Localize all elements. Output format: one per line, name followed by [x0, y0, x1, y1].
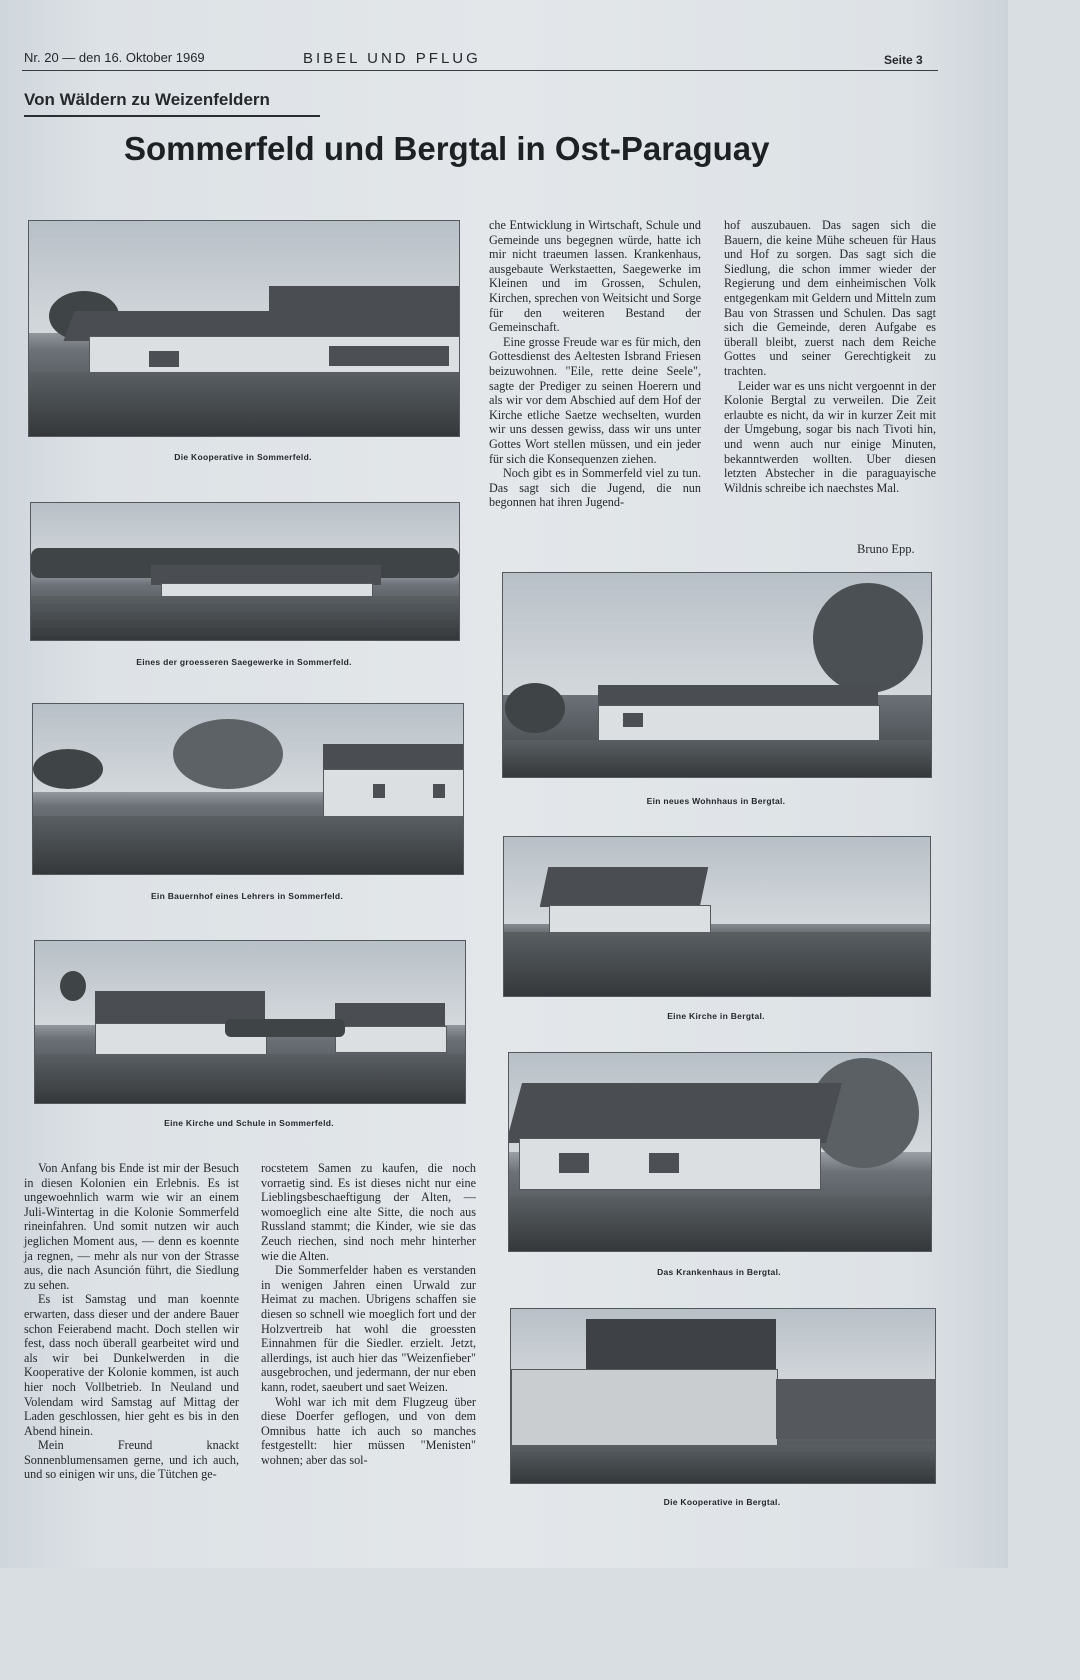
paragraph: Wohl war ich mit dem Flugzeug über diese Doerfer geflogen, und von dem Omnibus hatte ich auch so manches festgestellt: hier müssen "Menisten" wohnen; aber das sol-	[261, 1394, 476, 1467]
text-column-4	[724, 218, 936, 495]
text-column-1	[24, 1161, 239, 1482]
page-number: Seite 3	[884, 53, 923, 67]
paragraph: Die Sommerfelder haben es verstanden in wenigen Jahren einen Urwald zur Heimat zu machen. Ubrigens schaffen sie diesen so schnell wie moeglich fort und der Holzvertreib hat wohl die groessten Einnahmen für die Siedler. erzielt. Jetzt, allerdings, ist auch hier das "Weizenfieber" ausgebrochen, und jedermann, der nur eben kann, rodet, saeubert und saet Weizen.	[261, 1263, 476, 1394]
photo-krankenhaus-bergtal	[508, 1052, 932, 1252]
paragraph: Eine grosse Freude war es für mich, den Gottesdienst des Aeltesten Isbrand Friesen beizuwohnen. "Eile, rette deine Seele", sagte der Prediger zu seinen Hoerern und als wir vor dem Abschied auf dem Hof der Kirche etliche Saetze wechselten, wurden wir uns dessen gewiss, dass wir uns unter Gottes Wort stellen müssen, und ein jeder für sich die Konsequenzen ziehen.	[489, 334, 701, 466]
text-column-3	[489, 218, 701, 510]
header-rule	[22, 70, 938, 71]
photo-caption: Das Krankenhaus in Bergtal.	[657, 1267, 781, 1277]
issue-info: Nr. 20 — den 16. Oktober 1969	[24, 50, 205, 65]
photo-caption: Eine Kirche und Schule in Sommerfeld.	[164, 1118, 334, 1128]
photo-kooperative-sommerfeld	[28, 220, 460, 437]
photo-kirche-schule-sommerfeld	[34, 940, 466, 1104]
paragraph: Mein Freund knackt Sonnenblumensamen gerne, und ich auch, und so einigen wir uns, die Tütchen ge-	[24, 1438, 239, 1482]
paragraph: Von Anfang bis Ende ist mir der Besuch in diesen Kolonien ein Erlebnis. Es ist ungewoehnlich warm wie wir an einem Juli-Wintertag in die Kolonie Sommerfeld rineinfahren. Und somit nutzen wir auch jeglichen Moment aus, — denn es koennte ja regnen, — mehr als nur von der Strasse aus, die nach Asunción führt, die Siedlung zu sehen.	[24, 1161, 239, 1292]
photo-caption: Die Kooperative in Sommerfeld.	[174, 452, 312, 462]
paragraph: rocstetem Samen zu kaufen, die noch vorraetig sind. Es ist dieses nicht nur eine Lieblingsbeschaeftigung der Alten, — womoeglich eine alte Sitte, die noch aus Russland stammt; die Kinder, wie sie das Zeuch riechen, sind noch mehr hinterher wie die Alten.	[261, 1161, 476, 1263]
paragraph: Leider war es uns nicht vergoennt in der Kolonie Bergtal zu verweilen. Die Zeit erlaubte es nicht, da wir in kurzer Zeit mit der Umgebung, sogar bis nach Tivoti hin, und wenn auch nur einige Minuten, bekanntwerden wollten. Uber diesen letzten Abstecher in die paraguayische Wildnis schreibe ich naechstes Mal.	[724, 378, 936, 495]
photo-kooperative-bergtal	[510, 1308, 936, 1484]
photo-caption: Die Kooperative in Bergtal.	[663, 1497, 781, 1507]
photo-caption: Ein neues Wohnhaus in Bergtal.	[646, 796, 786, 806]
photo-caption: Ein Bauernhof eines Lehrers in Sommerfeld.	[150, 891, 344, 901]
text-column-2	[261, 1161, 476, 1467]
paragraph: hof auszubauen. Das sagen sich die Bauern, die keine Mühe scheuen für Haus und Hof zu sorgen. Das sagt sich die Siedlung, die schon immer wieder der Regierung und dem einheimischen Volk entgegenkam mit Geldern und Mitteln zum Bau von Strassen und Schulen. Das sagt sich die Gemeinde, deren Aufgabe es überall bleibt, zuerst nach dem Reiche Gottes und seiner Gerechtigkeit zu trachten.	[724, 218, 936, 378]
paragraph: Noch gibt es in Sommerfeld viel zu tun. Das sagt sich die Jugend, die nun begonnen hat ihren Jugend-	[489, 466, 701, 510]
paragraph: Es ist Samstag und man koennte erwarten, dass dieser und der andere Bauer schon Feierabend macht. Doch stellen wir fest, dass noch überall gearbeitet wird und als wir bei Dunkelwerden in die Kooperative der Kolonie kommen, ist auch hier noch Vollbetrieb. In Neuland und Volendam wird Samstag auf Mittag der Laden geschlossen, hier geht es bis in den Abend hinein.	[24, 1292, 239, 1438]
kicker-underline	[24, 115, 320, 117]
photo-saegewerk-sommerfeld	[30, 502, 460, 641]
photo-bauernhof-lehrer	[32, 703, 464, 875]
publication-name: BIBEL UND PFLUG	[303, 50, 481, 67]
paragraph: che Entwicklung in Wirtschaft, Schule und Gemeinde uns begegnen würde, hatte ich mir nicht traeumen lassen. Krankenhaus, ausgebaute Werkstaetten, Saegewerke im Kleinen und im Grossen, Schulen, Kirchen, sprechen von Weitsicht und Sorge für den weiteren Bestand der Gemeinschaft.	[489, 218, 701, 335]
article-headline: Sommerfeld und Bergtal in Ost-Paraguay	[124, 130, 770, 167]
article-kicker: Von Wäldern zu Weizenfeldern	[24, 90, 270, 109]
author-signature: Bruno Epp.	[857, 542, 915, 556]
photo-caption: Eines der groesseren Saegewerke in Sommerfeld.	[136, 657, 352, 667]
photo-caption: Eine Kirche in Bergtal.	[667, 1011, 765, 1021]
photo-kirche-bergtal	[503, 836, 931, 997]
photo-wohnhaus-bergtal	[502, 572, 932, 778]
